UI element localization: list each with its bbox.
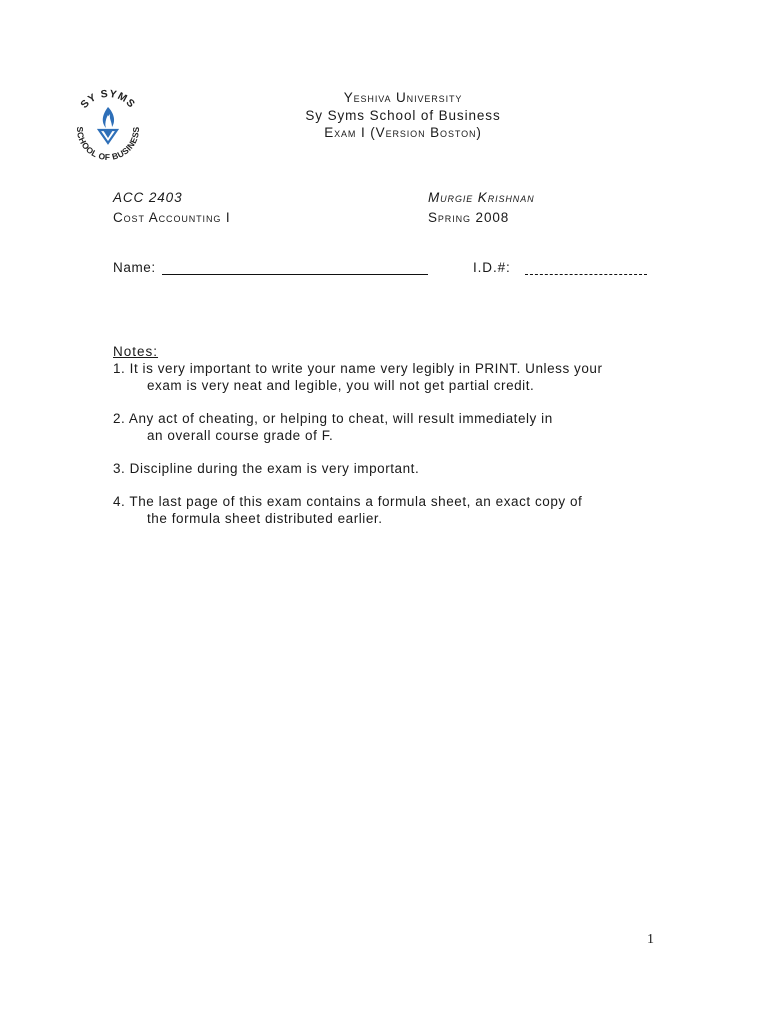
sy-syms-logo [68, 85, 148, 165]
note-line: 1. It is very important to write your name very legibly in PRINT. Unless your [113, 361, 603, 376]
flame-icon [99, 107, 117, 143]
id-blank-line[interactable] [525, 259, 647, 275]
note-item [113, 460, 673, 477]
id-field-row [473, 259, 647, 275]
exam-title: Exam I (Version Boston) [324, 125, 482, 140]
note-line: 2. Any act of cheating, or helping to cheat, will result immediately in [113, 411, 553, 426]
notes-section [113, 343, 673, 527]
exam-header [200, 89, 606, 142]
name-blank-line[interactable] [162, 259, 428, 275]
course-code: ACC 2403 [113, 190, 183, 205]
note-line-continuation: the formula sheet distributed earlier. [147, 511, 383, 526]
page-number: 1 [647, 932, 654, 947]
name-field-row [113, 259, 428, 275]
note-item [113, 360, 673, 394]
logo-graphic [68, 85, 148, 165]
note-line-continuation: an overall course grade of F. [147, 428, 334, 443]
note-item [113, 493, 673, 527]
university-name: Yeshiva University [343, 90, 463, 105]
note-item [113, 410, 673, 444]
course-name: Cost Accounting I [113, 210, 231, 225]
instructor-name: Murgie Krishnan [428, 190, 535, 205]
notes-title: Notes: [113, 344, 159, 359]
note-line: 3. Discipline during the exam is very important. [113, 461, 420, 476]
id-label: I.D.#: [473, 260, 511, 275]
school-name: Sy Syms School of Business [305, 107, 501, 123]
note-line-continuation: exam is very neat and legible, you will not get partial credit. [147, 378, 535, 393]
note-line: 4. The last page of this exam contains a formula sheet, an exact copy of [113, 494, 583, 509]
term: Spring 2008 [428, 210, 510, 225]
name-label: Name: [113, 260, 156, 275]
logo-ring-bottom-text: SCHOOL OF BUSINESS [74, 126, 142, 163]
logo-ring-top-text: SY SYMS [78, 87, 138, 111]
